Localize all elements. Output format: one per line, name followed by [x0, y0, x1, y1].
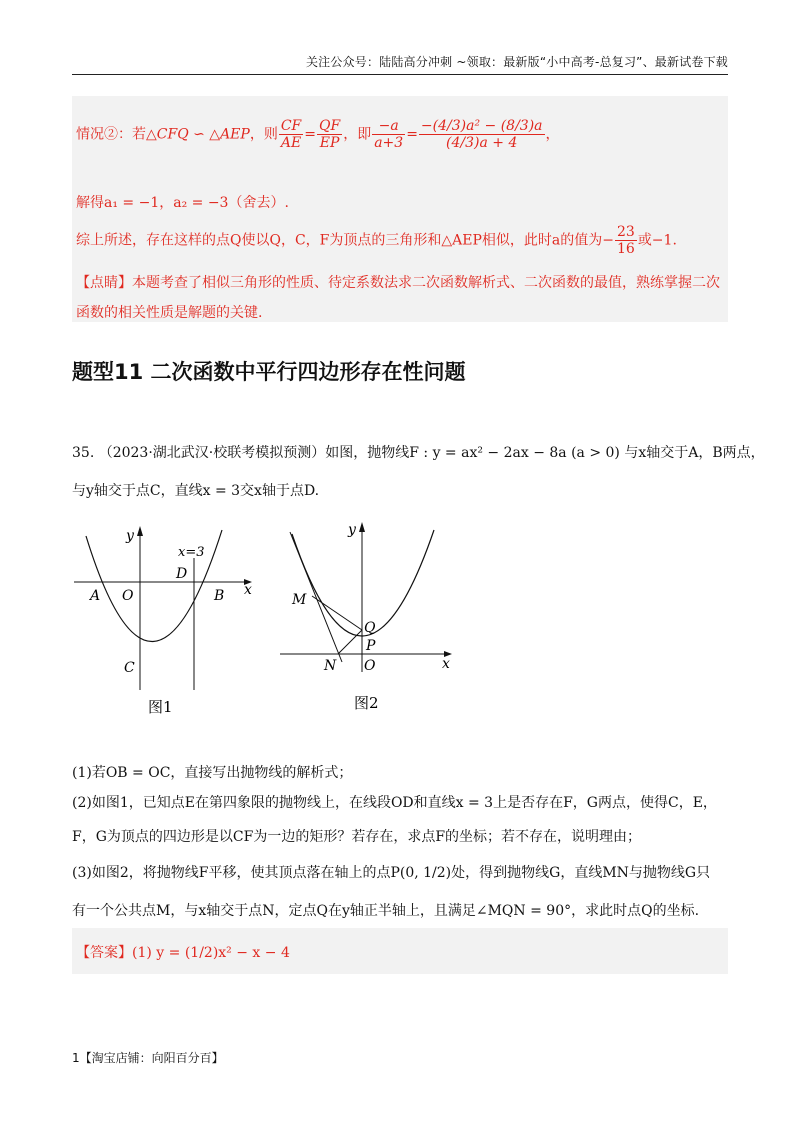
ratio-left-num: CF — [280, 118, 302, 134]
eq-right-den: (4/3)a + 4 — [446, 135, 518, 151]
fig2-y-arrow — [359, 522, 365, 532]
question-line-1: 35. （2023·湖北武汉·校联考模拟预测）如图，抛物线F : y = ax² − 2ax − 8a (a > 0) 与x轴交于A，B两点， — [72, 445, 765, 461]
summary-frac-num: 23 — [616, 224, 635, 240]
fig1-label-A: A — [90, 588, 101, 604]
ratio-left — [279, 118, 303, 151]
part-3-line-1: (3)如图2，将抛物线F平移，使其顶点落在轴上的点P(0, 1/2)处，得到抛物线G，直线MN与抛物线G只 — [72, 865, 711, 881]
case2-sim: △CFQ ∽ △AEP — [146, 126, 250, 143]
dianjing-label: 【点睛】 — [76, 275, 132, 291]
case2-then: ，则 — [249, 126, 278, 143]
ratio-right-num: QF — [319, 118, 341, 134]
summary-line — [76, 224, 677, 257]
ratio-right — [317, 118, 342, 151]
fig2-parabola — [292, 530, 434, 636]
fig2-label-x: x — [442, 656, 450, 672]
question-line-2: 与y轴交于点C，直线x = 3交x轴于点D. — [72, 483, 320, 499]
dianjing-line-1 — [76, 272, 720, 292]
fig2-label-O: O — [364, 658, 376, 674]
fig1-label-x: x — [244, 582, 252, 598]
fig1-label-B: B — [214, 588, 225, 604]
part-3-line-2: 有一个公共点M，与x轴交于点N，定点Q在y轴正半轴上，且满足∠MQN = 90°，求此时点Q的坐标. — [72, 903, 700, 919]
eq-left — [372, 118, 405, 151]
summary-frac-den: 16 — [616, 241, 635, 257]
answer-label: 【答案】 — [76, 945, 132, 961]
fig1-label-x3: x=3 — [178, 545, 205, 560]
fig1-label-O: O — [122, 588, 134, 604]
fig1-caption: 图1 — [148, 698, 173, 716]
fig2-label-y: y — [348, 522, 356, 538]
answer-line — [76, 942, 290, 962]
eq-left-den: a+3 — [374, 135, 404, 151]
fig2-seg-MQ — [312, 596, 362, 630]
eq-right-num: −(4/3)a² − (8/3)a — [420, 118, 543, 134]
case2-prefix: 情况②：若 — [76, 126, 146, 143]
part-1: (1)若OB = OC，直接写出抛物线的解析式； — [72, 765, 353, 781]
summary-neg: − — [602, 232, 614, 249]
section-title: 题型11 二次函数中平行四边形存在性问题 — [72, 360, 466, 384]
fig2-label-M: M — [292, 592, 307, 608]
fig2-caption: 图2 — [354, 694, 379, 712]
summary-or: 或−1. — [637, 232, 677, 249]
summary-text: 综上所述，存在这样的点Q使以Q，C，F为顶点的三角形和△AEP相似，此时a的值为 — [76, 232, 603, 249]
fig2-label-N: N — [324, 658, 337, 674]
figure-1 — [72, 520, 262, 720]
fig1-label-C: C — [124, 660, 135, 676]
case2-comma: ， — [545, 126, 560, 143]
fig2-label-Q: Q — [364, 620, 376, 636]
page-footer: 1【淘宝店铺：向阳百分百】 — [72, 1051, 224, 1065]
solve-line: 解得a₁ = −1，a₂ = −3（舍去）. — [76, 195, 289, 211]
dianjing-text-1: 本题考查了相似三角形的性质、待定系数法求二次函数解析式、二次函数的最值，熟练掌握二次 — [132, 275, 720, 291]
part-2-line-1: (2)如图1，已知点E在第四象限的抛物线上，在线段OD和直线x = 3上是否存在F，G两点，使得C，E， — [72, 795, 717, 811]
fig1-label-y: y — [126, 528, 134, 544]
case2-line: 情况②：若△CFQ ∽ △AEP，则 $\frac{CF}{AE}$ = $\frac{QF}{EP}$ ，即 $\frac{-a}{a+3}$ = $\frac{\text{−(4/3)a² − (8/3)a}}{(4/3)a + 4}$ ， — [76, 118, 560, 151]
eq-left-num: −a — [372, 118, 405, 135]
part-2-line-2: F，G为顶点的四边形是以CF为一边的矩形？若存在，求点F的坐标；若不存在，说明理由； — [72, 829, 642, 845]
figure-2 — [278, 512, 458, 722]
ratio-right-den: EP — [319, 135, 340, 151]
page-header: 关注公众号：陆陆高分冲刺 ~领取：最新版“小中高考-总复习”、最新试卷下载 — [72, 52, 728, 75]
fig1-y-arrow — [137, 526, 143, 536]
fig2-label-P: P — [366, 638, 376, 654]
ji-text: ，即 — [343, 126, 372, 143]
eq-right — [419, 118, 545, 151]
ratio-left-den: AE — [280, 135, 302, 151]
fig1-label-D: D — [176, 566, 188, 582]
dianjing-line-2: 函数的相关性质是解题的关键. — [76, 305, 263, 321]
summary-frac — [615, 224, 637, 257]
answer-text: (1) y = (1/2)x² − x − 4 — [132, 945, 290, 961]
